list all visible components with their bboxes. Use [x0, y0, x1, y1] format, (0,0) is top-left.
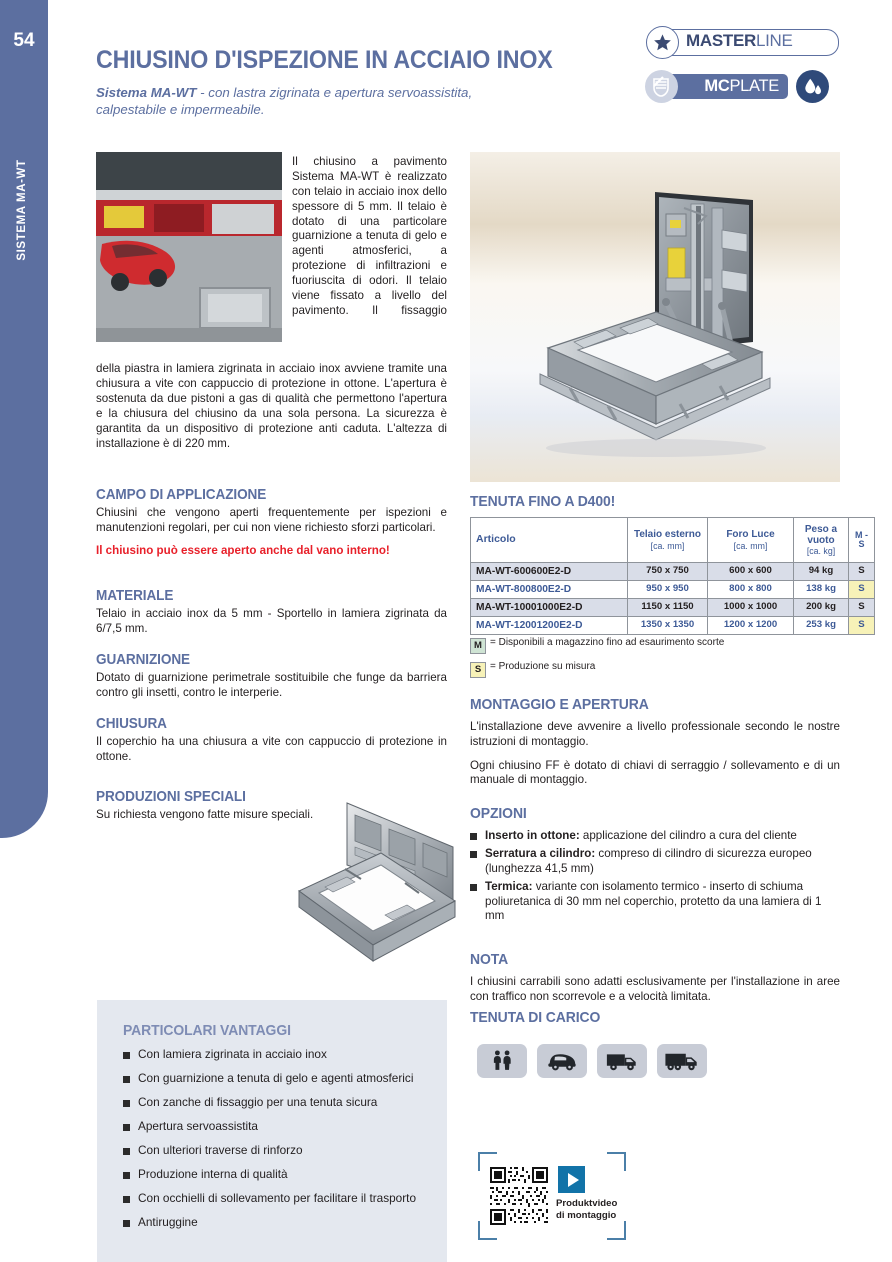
section-heading: TENUTA DI CARICO [470, 1009, 601, 1026]
section-heading: PRODUZIONI SPECIALI [96, 789, 246, 805]
col-header-telaio [628, 518, 708, 563]
page-number: 54 [13, 30, 35, 51]
cell-telaio: 750 x 750 [628, 563, 708, 581]
section-heading: MONTAGGIO E APERTURA [470, 696, 649, 713]
table-heading: TENUTA FINO A D400! [470, 493, 616, 510]
cell-articolo: MA-WT-800800E2-D [471, 581, 628, 599]
legend-s-text: = Produzione su misura [490, 661, 596, 672]
list-item: Apertura servoassistita [123, 1120, 433, 1133]
option-text: variante con isolamento termico - inserto di schiuma poliuretanica di 30 mm nel coperchio, protetto da una lamiera di 1 mm [485, 880, 822, 923]
section-heading: OPZIONI [470, 805, 527, 822]
small-truck-icon [597, 1044, 647, 1078]
cell-foro: 1200 x 1200 [708, 617, 794, 635]
body-paragraph: della piastra in lamiera zigrinata in acciaio inox avviene tramite una chiusura a vite con cappuccio di protezione in ottone. L'apertura è sostenuta da due pistoni a gas di qualità che permettono l'apertura e la chiusura del chiusino da una sola persona. La sicurezza è garantita da un dispositivo di protezione anti caduta. L'altezza di installazione è di 220 mm. [96, 362, 447, 450]
cell-telaio: 1150 x 1150 [628, 599, 708, 617]
masterline-bold: MASTER [686, 31, 756, 50]
section-materiale [96, 588, 447, 637]
col-header-peso [794, 518, 849, 563]
list-item: Produzione interna di qualità [123, 1168, 433, 1181]
list-item: Con occhielli di sollevamento per facilitare il trasporto [123, 1192, 433, 1205]
pedestrians-icon [477, 1044, 527, 1078]
list-item: Antiruggine [123, 1216, 433, 1229]
col-header-telaio-label: Telaio esterno [633, 529, 702, 541]
section-guarnizione [96, 652, 447, 701]
page-title: CHIUSINO D'ISPEZIONE IN ACCIAIO INOX [96, 46, 553, 74]
advantages-heading: PARTICOLARI VANTAGGI [123, 1022, 291, 1039]
product-photo [470, 152, 840, 482]
cell-ms: S [849, 563, 875, 581]
option-text: compreso di cilindro di sicurezza europeo (lunghezza 41,5 mm) [485, 847, 812, 875]
legend-s-badge: S [470, 662, 486, 678]
cell-telaio: 950 x 950 [628, 581, 708, 599]
cell-foro: 1000 x 1000 [708, 599, 794, 617]
col-header-telaio-unit: [ca. mm] [650, 540, 685, 551]
section-text: Telaio in acciaio inox da 5 mm - Sportello in lamiera zigrinata da 6/7,5 mm. [96, 607, 447, 635]
section-nota [470, 951, 840, 1005]
section-text: Chiusini che vengono aperti frequentemente per ispezioni e manutenzioni regolari, per cui non viene richiesto sforzi particolari. [96, 506, 447, 534]
load-capacity-icons [477, 1044, 707, 1078]
product-video-line2: di montaggio [556, 1209, 617, 1221]
col-header-ms: M - S [849, 518, 875, 563]
list-item: Con guarnizione a tenuta di gelo e agenti atmosferici [123, 1072, 433, 1085]
list-item [470, 847, 840, 876]
legend-m-text: = Disponibili a magazzino fino ad esaurimento scorte [490, 637, 725, 648]
masterline-light: LINE [755, 31, 793, 50]
product-drawing-secondary [285, 795, 465, 980]
product-video-label [556, 1198, 636, 1221]
col-header-articolo: Articolo [471, 518, 628, 563]
section-montaggio [470, 696, 840, 788]
table-header-row [471, 518, 875, 563]
page-subtitle [96, 84, 516, 118]
list-item: Con zanche di fissaggio per una tenuta sicura [123, 1096, 433, 1109]
installation-photo [96, 152, 282, 342]
montaggio-p2: Ogni chiusino FF è dotato di chiavi di serraggio / sollevamento e di un manuale di montaggio. [470, 758, 840, 787]
legend-m-badge: M [470, 638, 486, 654]
opzioni-list [470, 829, 840, 924]
option-label: Serratura a cilindro: [485, 847, 596, 861]
cell-peso: 200 kg [794, 599, 849, 617]
play-icon[interactable] [558, 1166, 585, 1193]
cell-ms: S [849, 599, 875, 617]
table-row [471, 599, 875, 617]
legend-s [470, 661, 840, 678]
section-text: Su richiesta vengono fatte misure speciali. [96, 808, 314, 821]
list-item: Con lamiera zigrinata in acciaio inox [123, 1048, 433, 1061]
table-row [471, 581, 875, 599]
mcplate-light: PLATE [729, 77, 779, 95]
table-row [471, 617, 875, 635]
mcplate-logo [663, 74, 788, 99]
advantages-list [123, 1048, 433, 1240]
qr-code-icon[interactable] [488, 1165, 550, 1227]
masterline-wordmark [686, 31, 793, 51]
cell-articolo: MA-WT-10001000E2-D [471, 599, 628, 617]
section-text: Il coperchio ha una chiusura a vite con cappuccio di protezione in ottone. [96, 735, 447, 763]
cell-articolo: MA-WT-12001200E2-D [471, 617, 628, 635]
highlight-note: Il chiusino può essere aperto anche dal vano interno! [96, 543, 390, 557]
section-opzioni [470, 805, 840, 928]
mcplate-bold: MC [704, 77, 730, 95]
list-item: Con ulteriori traverse di rinforzo [123, 1144, 433, 1157]
corner-mark [607, 1152, 626, 1171]
cell-foro: 800 x 800 [708, 581, 794, 599]
product-video-line1: Produktvideo [556, 1198, 618, 1209]
car-icon [537, 1044, 587, 1078]
intro-paragraph: Il chiusino a pavimento Sistema MA-WT è realizzato con telaio in acciaio inox dello spessore di 5 mm. Il telaio è dotato di una particolare guarnizione a tenuta di gelo e agenti atmosferici, a protezione di infiltrazioni e fuoriuscita di odori. Il telaio viene fissato a livello del pavimento. Il fissaggio [292, 155, 447, 317]
advantages-box [97, 1000, 447, 1262]
subtitle-rest: - con lastra zigrinata e apertura servoassistita, calpestabile e impermeabile. [96, 85, 473, 118]
cell-ms: S [849, 617, 875, 635]
water-drop-icon [796, 70, 829, 103]
cell-foro: 600 x 600 [708, 563, 794, 581]
legend-m [470, 637, 840, 654]
sidebar-system-label: SISTEMA MA-WT [16, 159, 28, 261]
section-text: Dotato di guarnizione perimetrale sostituibile che funge da barriera contro gli insetti, contro le interperie. [96, 671, 447, 699]
cell-articolo: MA-WT-600600E2-D [471, 563, 628, 581]
section-chiusura [96, 716, 447, 765]
product-video-badge[interactable] [478, 1152, 626, 1240]
col-header-foro-label: Foro Luce [726, 529, 775, 541]
mcplate-wordmark [704, 77, 779, 96]
col-header-foro-unit: [ca. mm] [733, 540, 768, 551]
cell-peso: 138 kg [794, 581, 849, 599]
star-icon [646, 26, 679, 59]
col-header-peso-unit: [ca. kg] [806, 546, 836, 557]
subtitle-system-name: Sistema MA-WT [96, 85, 197, 100]
montaggio-p1: L'installazione deve avvenire a livello professionale secondo le nostre istruzioni di montaggio. [470, 720, 840, 748]
section-heading: GUARNIZIONE [96, 652, 190, 668]
section-heading: CHIUSURA [96, 716, 167, 732]
cell-telaio: 1350 x 1350 [628, 617, 708, 635]
corner-mark [607, 1221, 626, 1240]
list-item [470, 880, 840, 923]
cell-peso: 253 kg [794, 617, 849, 635]
section-heading: NOTA [470, 951, 509, 968]
section-tenuta-d400 [470, 493, 868, 635]
nota-text: I chiusini carrabili sono adatti esclusivamente per l'installazione in aree con traffico non scorrevole e a velocità limitata. [470, 975, 840, 1003]
section-campo-applicazione [96, 487, 447, 558]
option-text: applicazione del cilindro a cura del cliente [579, 829, 797, 842]
list-item [470, 829, 840, 843]
table-row [471, 563, 875, 581]
plate-brush-icon [645, 70, 678, 103]
option-label: Termica: [485, 880, 533, 894]
cell-peso: 94 kg [794, 563, 849, 581]
section-tenuta-carico [470, 1009, 840, 1033]
col-header-peso-label: Peso a vuoto [804, 523, 838, 546]
specs-table [470, 517, 875, 635]
large-truck-icon [657, 1044, 707, 1078]
option-label: Inserto in ottone: [485, 829, 580, 842]
col-header-foro-luce [708, 518, 794, 563]
cell-ms: S [849, 581, 875, 599]
section-heading: CAMPO DI APPLICAZIONE [96, 487, 267, 503]
section-heading: MATERIALE [96, 588, 174, 604]
